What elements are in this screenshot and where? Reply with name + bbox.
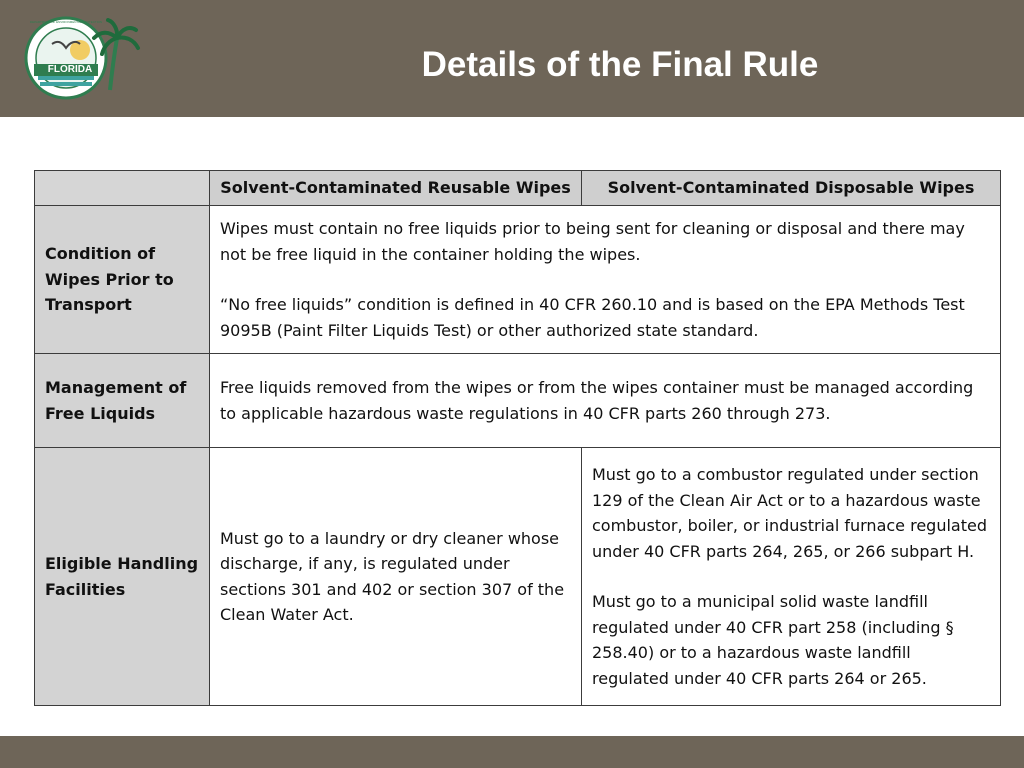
disposable-facilities-cell [582,448,1001,706]
disposable-combustor-text: Must go to a combustor regulated under section 129 of the Clean Air Act or to a hazardous waste combustor, boiler, or industrial furnace regulated under 40 CFR parts 264, 265, or 266 subpart H. [592,465,987,561]
table-row [35,354,1001,448]
row-label-facilities: Eligible Handling Facilities [35,448,210,706]
table-row [35,206,1001,354]
table-row [35,448,1001,706]
row-label-condition: Condition of Wipes Prior to Transport [35,206,210,354]
free-liquids-definition-text: “No free liquids” condition is defined in 40 CFR 260.10 and is based on the EPA Methods Test 9095B (Paint Filter Liquids Test) or other authorized state standard. [220,295,965,340]
table-header-row [35,171,1001,206]
column-header-corner [35,171,210,206]
logo-ring-text: DEPARTMENT OF ENVIRONMENTAL PROTECTION [29,20,103,24]
florida-dep-logo-icon [22,16,142,100]
management-text: Free liquids removed from the wipes or from the wipes container must be managed according to applicable hazardous waste regulations in 40 CFR parts 260 through 273. [220,378,974,423]
management-cell [210,354,1001,448]
reusable-facilities-text: Must go to a laundry or dry cleaner whose discharge, if any, is regulated under sections 301 and 402 or section 307 of the Clean Water Act. [220,528,565,624]
reusable-facilities-cell [210,448,582,706]
footer-bar [0,736,1024,768]
row-label-management: Management of Free Liquids [35,354,210,448]
column-header-reusable: Solvent-Contaminated Reusable Wipes [210,171,582,206]
disposable-landfill-text: Must go to a municipal solid waste landfill regulated under 40 CFR part 258 (including § 258.40) or to a hazardous waste landfill regulated under 40 CFR parts 264 or 265. [592,592,954,688]
condition-text: Wipes must contain no free liquids prior to being sent for cleaning or disposal and there may not be free liquid in the container holding the wipes. [220,219,965,264]
page-title: Details of the Final Rule [421,45,819,84]
final-rule-table [34,170,1001,706]
column-header-disposable: Solvent-Contaminated Disposable Wipes [582,171,1001,206]
logo-label: FLORIDA [47,64,93,75]
condition-cell [210,206,1001,354]
